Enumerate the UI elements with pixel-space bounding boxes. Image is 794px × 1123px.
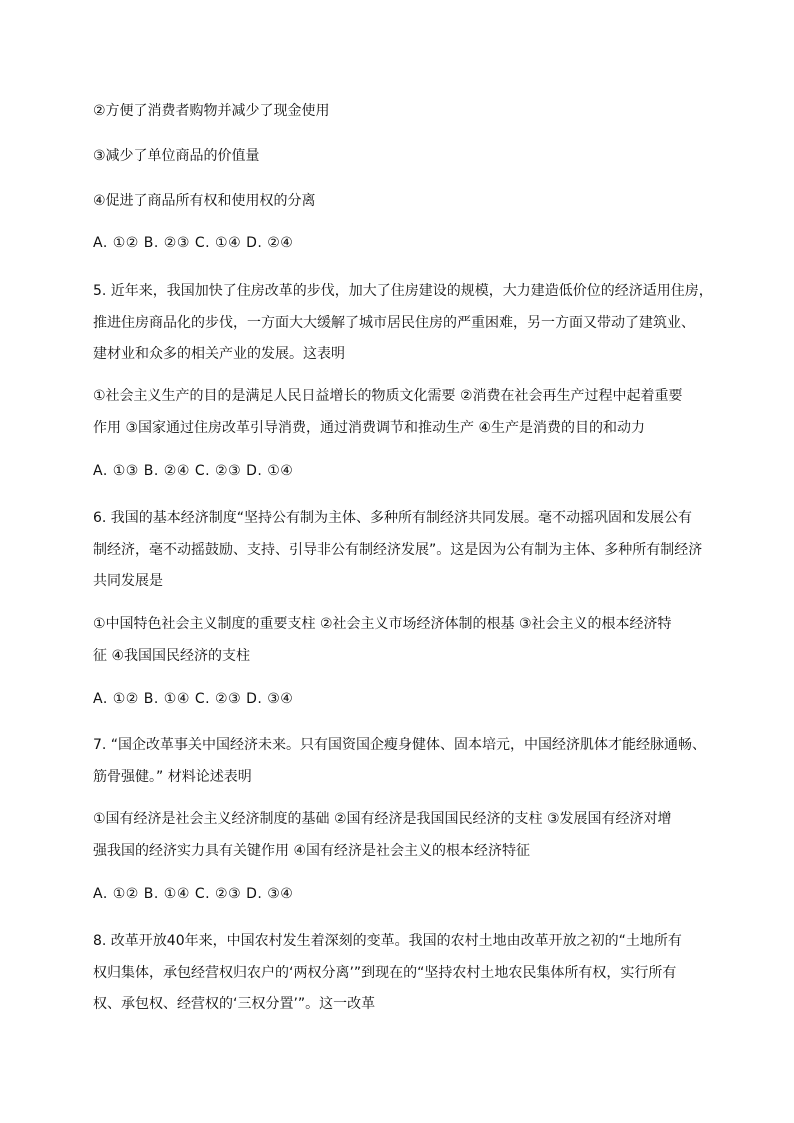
answer-choices-q4: A. ①② B. ②③ C. ①④ D. ②④ (93, 235, 294, 251)
question-5-options-line-1: ①社会主义生产的目的是满足人民日益增长的物质文化需要 ②消费在社会再生产过程中起着重要 (93, 388, 683, 404)
answer-choices-q5: A. ①③ B. ②④ C. ②③ D. ①④ (93, 463, 294, 479)
answer-choices-q7: A. ①② B. ①④ C. ②③ D. ③④ (93, 886, 294, 902)
question-6-options-line-2: 征 ④我国国民经济的支柱 (93, 648, 251, 664)
question-7-options-line-2: 强我国的经济实力具有关键作用 ④国有经济是社会主义的根本经济特征 (93, 843, 530, 859)
question-5-options-line-2: 作用 ③国家通过住房改革引导消费，通过消费调节和推动生产 ④生产是消费的目的和动力 (93, 420, 645, 436)
question-8-line-2: 权归集体，承包经营权归农户的‘两权分离’”到现在的“坚持农村土地农民集体所有权，实行所有 (93, 965, 677, 981)
question-6-line-3: 共同发展是 (93, 573, 163, 589)
question-5-line-2: 推进住房商品化的步伐，一方面大大缓解了城市居民住房的严重困难，另一方面又带动了建筑业、 (93, 315, 695, 331)
question-7-options-line-1: ①国有经济是社会主义经济制度的基础 ②国有经济是我国国民经济的支柱 ③发展国有经济对增 (93, 811, 672, 827)
question-6-line-1: 6. 我国的基本经济制度“坚持公有制为主体、多种所有制经济共同发展。毫不动摇巩固和发展公有 (93, 510, 693, 526)
question-8-line-1: 8. 改革开放40年来，中国农村发生着深刻的变革。我国的农村土地由改革开放之初的“土地所有 (93, 933, 682, 949)
question-7-line-2: 筋骨强健。” 材料论述表明 (93, 769, 252, 785)
question-6-options-line-1: ①中国特色社会主义制度的重要支柱 ②社会主义市场经济体制的根基 ③社会主义的根本经济特 (93, 616, 672, 632)
question-7-line-1: 7. “国企改革事关中国经济未来。只有国资国企瘦身健体、固本培元，中国经济肌体才能经脉通畅、 (93, 737, 707, 753)
answer-choices-q6: A. ①② B. ①④ C. ②③ D. ③④ (93, 691, 294, 707)
question-8-line-3: 权、承包权、经营权的‘三权分置’”。这一改革 (93, 996, 376, 1012)
option-4-text: ④促进了商品所有权和使用权的分离 (93, 193, 316, 209)
question-5-line-3: 建材业和众多的相关产业的发展。这表明 (93, 346, 345, 362)
option-2-text: ②方便了消费者购物并减少了现金使用 (93, 103, 330, 119)
question-6-line-2: 制经济，毫不动摇鼓励、支持、引导非公有制经济发展”。这是因为公有制为主体、多种所有制经济 (93, 542, 703, 558)
question-5-line-1: 5. 近年来，我国加快了住房改革的步伐，加大了住房建设的规模，大力建造低价位的经济适用住房， (93, 283, 713, 299)
option-3-text: ③减少了单位商品的价值量 (93, 148, 260, 164)
